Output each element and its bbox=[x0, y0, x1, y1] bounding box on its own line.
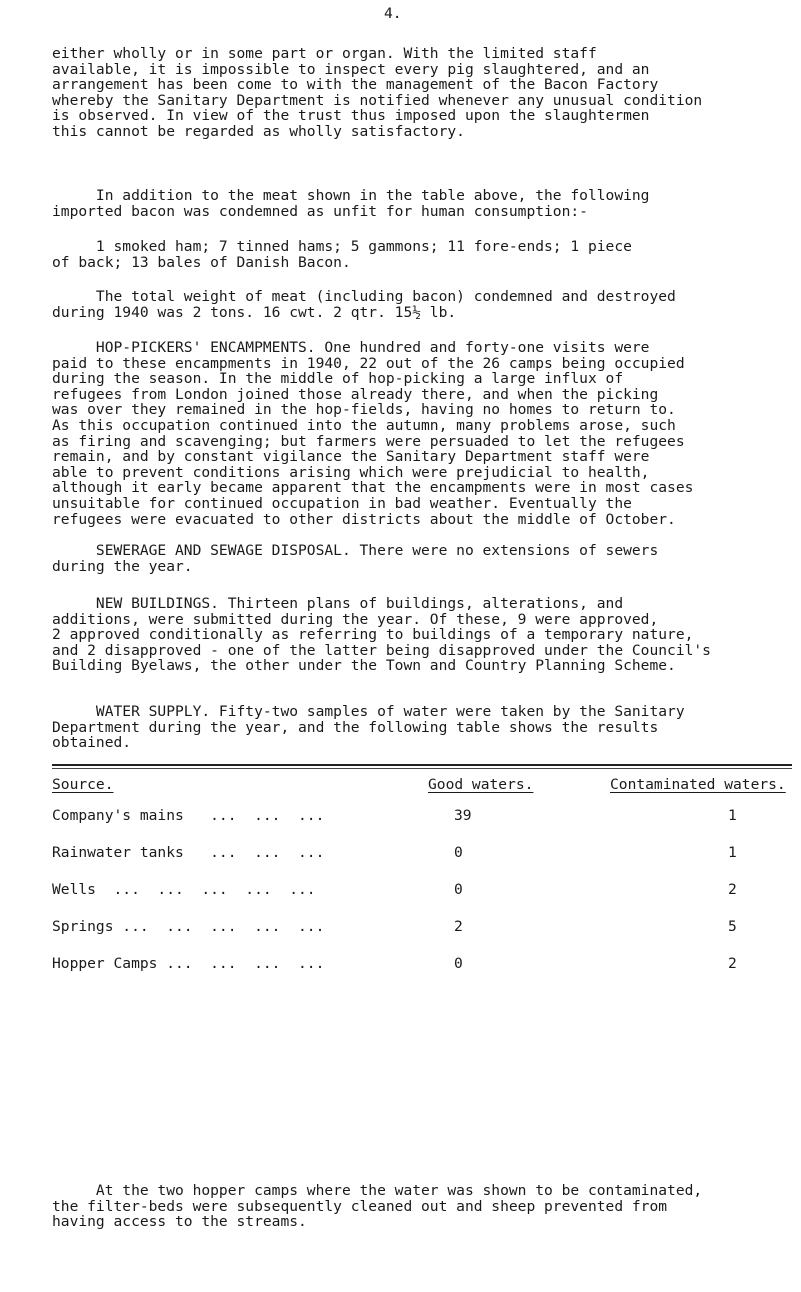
paragraph-hopper-camps: At the two hopper camps where the water was shown to be contaminated, the filter-beds were subsequently cleaned out and sheep prevented from having access to the streams. bbox=[52, 1182, 703, 1231]
table-row bbox=[52, 919, 792, 956]
paragraph-new-buildings: NEW BUILDINGS. Thirteen plans of buildings, alterations, and additions, were submitted during the year. Of these, 9 were approved, 2 approved conditionally as referring to buildings of a temporary nature, and 2 disapproved - one of the latter being disapproved under the Council's Building Byelaws, the other under the Town and Country Planning Scheme. bbox=[52, 595, 711, 675]
header-good-waters: Good waters. bbox=[428, 776, 534, 793]
paragraph-bacon-list: 1 smoked ham; 7 tinned hams; 5 gammons; 11 fore-ends; 1 piece of back; 13 bales of Danish Bacon. bbox=[52, 238, 632, 271]
paragraph-total-weight: The total weight of meat (including bacon) condemned and destroyed during 1940 was 2 tons. 16 cwt. 2 qtr. 15½ lb. bbox=[52, 288, 676, 321]
paragraph-water-supply: WATER SUPPLY. Fifty-two samples of water were taken by the Sanitary Department during the year, and the following table shows the results obtained. bbox=[52, 703, 685, 752]
table-row bbox=[52, 956, 792, 993]
cell-good: 2 bbox=[454, 917, 463, 935]
paragraph-imported-bacon: In addition to the meat shown in the table above, the following imported bacon was condemned as unfit for human consumption:- bbox=[52, 187, 650, 220]
cell-source: Springs ... ... ... ... ... bbox=[52, 917, 325, 935]
cell-contaminated: 1 bbox=[728, 843, 737, 861]
water-samples-table-wrapper bbox=[52, 764, 792, 993]
cell-source: Hopper Camps ... ... ... ... bbox=[52, 954, 325, 972]
cell-contaminated: 2 bbox=[728, 954, 737, 972]
cell-good: 0 bbox=[454, 880, 463, 898]
cell-contaminated: 5 bbox=[728, 917, 737, 935]
cell-good: 39 bbox=[454, 806, 472, 824]
cell-good: 0 bbox=[454, 843, 463, 861]
header-source: Source. bbox=[52, 776, 114, 793]
cell-good: 0 bbox=[454, 954, 463, 972]
table-row bbox=[52, 808, 792, 845]
water-samples-table bbox=[52, 777, 792, 993]
paragraph-meat-inspection: either wholly or in some part or organ. With the limited staff available, it is impossible to inspect every pig slaughtered, and an arrangement has been come to with the management of the Bacon Factory whereby the Sanitary Department is notified whenever any unusual condition is observed. In view of the trust thus imposed upon the slaughtermen this cannot be regarded as wholly satisfactory. bbox=[52, 45, 703, 140]
table-top-rule-thin bbox=[52, 768, 792, 769]
table-row bbox=[52, 882, 792, 919]
cell-source: Wells ... ... ... ... ... bbox=[52, 880, 316, 898]
table-row bbox=[52, 845, 792, 882]
cell-contaminated: 1 bbox=[728, 806, 737, 824]
paragraph-sewerage: SEWERAGE AND SEWAGE DISPOSAL. There were no extensions of sewers during the year. bbox=[52, 542, 659, 575]
page-number: 4. bbox=[384, 5, 402, 22]
cell-source: Rainwater tanks ... ... ... bbox=[52, 843, 325, 861]
header-contaminated-waters: Contaminated waters. bbox=[610, 776, 786, 793]
cell-contaminated: 2 bbox=[728, 880, 737, 898]
cell-source: Company's mains ... ... ... bbox=[52, 806, 325, 824]
paragraph-hop-pickers-encampments: HOP-PICKERS' ENCAMPMENTS. One hundred and forty-one visits were paid to these encampments in 1940, 22 out of the 26 camps being occupied during the season. In the middle of hop-picking a large influx of refugees from London joined those already there, and when the picking was over they remained in the hop-fields, having no homes to return to. As this occupation continued into the autumn, many problems arose, such as firing and scavenging; but farmers were persuaded to let the refugees remain, and by constant vigilance the Sanitary Department staff were able to prevent conditions arising which were prejudicial to health, although it early became apparent that the encampments were in most cases unsuitable for continued occupation in bad weather. Eventually the refugees were evacuated to other districts about the middle of October. bbox=[52, 339, 694, 528]
table-top-rule bbox=[52, 764, 792, 766]
table-header-row bbox=[52, 777, 792, 808]
